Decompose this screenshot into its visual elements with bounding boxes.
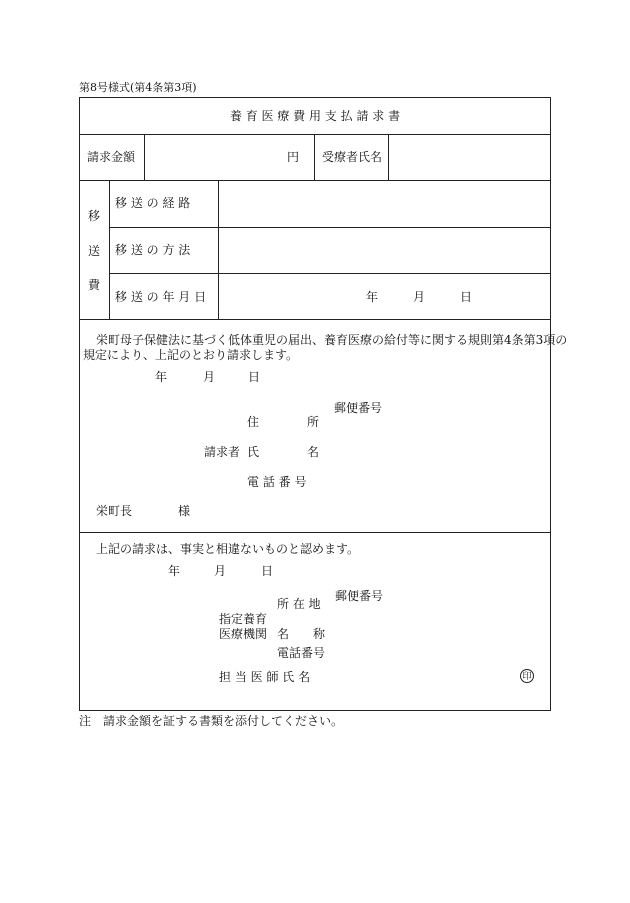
institution-name-label-1: 名 <box>277 627 290 641</box>
certification-statement: 上記の請求は、事実と相違ないものと認めます。 <box>96 542 360 556</box>
form-title: 養 育 医 療 費 用 支 払 請 求 書 <box>229 109 401 123</box>
request-date-year: 年 <box>155 370 168 384</box>
yen-unit: 円 <box>287 150 300 164</box>
request-address-label-2: 所 <box>307 415 320 429</box>
transport-method-field[interactable] <box>220 229 548 271</box>
request-name-label-1: 氏 <box>247 445 260 459</box>
transport-route-label: 移 送 の 経 路 <box>115 196 191 210</box>
transport-label-char-1: 移 <box>88 209 101 223</box>
request-statement-line1: 栄町母子保健法に基づく低体重児の届出、養育医療の給付等に関する規則第4条第3項の <box>96 333 568 347</box>
addressee-honorific: 様 <box>178 504 191 518</box>
rule-amount-patient-divider <box>314 134 315 180</box>
institution-name-label-2: 称 <box>313 627 326 641</box>
rule-method-bottom <box>109 273 551 274</box>
transport-date-label: 移 送 の 年 月 日 <box>115 290 207 304</box>
form-number: 第8号様式(第4条第3項) <box>79 81 197 94</box>
rule-amount-bottom <box>79 180 551 181</box>
certification-postal-label: 郵便番号 <box>335 589 384 603</box>
rule-title-bottom <box>79 134 551 135</box>
transport-route-field[interactable] <box>220 182 548 225</box>
patient-name-field[interactable] <box>390 136 548 178</box>
designated-label-line2: 医療機関 <box>219 627 268 641</box>
certification-phone-label: 電話番号 <box>277 646 326 660</box>
designated-label-line1: 指定養育 <box>219 612 268 626</box>
claimant-label: 請求者 <box>204 445 241 459</box>
request-statement-line2: 規定により、上記のとおり請求します。 <box>83 348 299 362</box>
seal-icon: 印 <box>520 669 534 683</box>
transport-date-month: 月 <box>413 290 426 304</box>
rule-request-bottom <box>79 532 551 533</box>
request-phone-label: 電 話 番 号 <box>247 475 307 489</box>
request-date-month: 月 <box>203 370 216 384</box>
addressee: 栄町長 <box>96 504 133 518</box>
transport-method-label: 移 送 の 方 法 <box>115 243 191 257</box>
transport-date-year: 年 <box>366 290 379 304</box>
location-label: 所 在 地 <box>277 597 321 611</box>
certification-date-year: 年 <box>168 564 181 578</box>
patient-name-label: 受療者氏名 <box>322 150 383 164</box>
rule-transport-label-divider <box>218 180 219 319</box>
certification-date-day: 日 <box>261 564 274 578</box>
footnote: 注 請求金額を証する書類を添付してください。 <box>79 714 344 728</box>
rule-patient-label-divider <box>388 134 389 180</box>
rule-transport-bottom <box>79 319 551 320</box>
certification-date-month: 月 <box>214 564 227 578</box>
transport-label-char-3: 費 <box>88 278 101 292</box>
request-address-label-1: 住 <box>247 415 260 429</box>
request-date-day: 日 <box>248 370 261 384</box>
rule-transport-col <box>109 180 110 319</box>
transport-date-field[interactable] <box>220 275 548 317</box>
doctor-name-label: 担 当 医 師 氏 名 <box>219 670 311 684</box>
rule-route-bottom <box>109 227 551 228</box>
transport-date-day: 日 <box>460 290 473 304</box>
claim-amount-label: 請求金額 <box>87 150 136 164</box>
request-postal-label: 郵便番号 <box>334 401 383 415</box>
request-name-label-2: 名 <box>307 445 320 459</box>
transport-label-char-2: 送 <box>88 244 101 258</box>
